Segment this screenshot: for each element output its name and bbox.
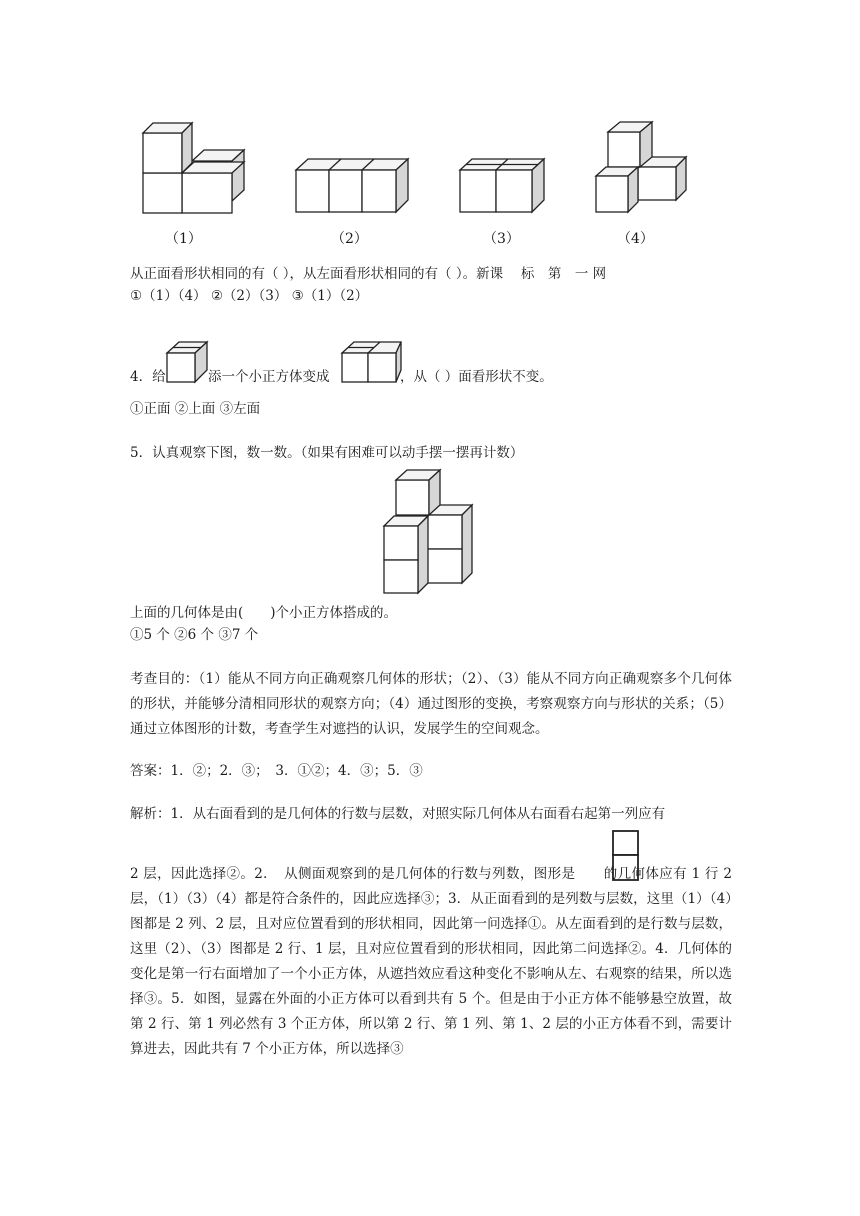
q4-options: ①正面 ②上面 ③左面 — [130, 401, 261, 417]
analysis-part-b: 的几何体应有 1 行 2 层，（1）（3）（4）都是符合条件的，因此应选择③；3．从正面看到的是列数与层数，这里（1）（4）图都是 2 列、2 层，且对应位置看到的形状相同，因此第一问选择①。从左面看到的是行数与层数，这里（2）、（3）图都是 2 行、1 层，且对应位置看到的形状相同，因此第二问选择②。4．几何体的变化是第一行右面增加了一个小正方体，从遮挡效应看这种变化不影响从左、右观察的结果，所以选择③。5．如图，显露在外面的小正方体可以看到共有 5 个。但是由于小正方体不能够悬空放置，故第 2 行、第 1 列必然有 3 个正方体，所以第 2 行、第 1 列、第 1、2 层的小正方体看不到，需要计算进去，因此共有 7 个小正方体，所以选择③ — [130, 866, 732, 1057]
cube-figure-2 — [296, 158, 416, 218]
q5-text: 5．认真观察下图，数一数。（如果有困难可以动手摆一摆再计数） — [130, 445, 524, 461]
small-cube-figure-b — [342, 341, 404, 383]
analysis-line-1: 解析：1．从右面看到的是几何体的行数与层数，对照实际几何体从右面看右起第一列应有 — [130, 806, 666, 822]
q4-middle: 添一个小正方体变成 — [208, 369, 330, 385]
q4-prefix: 4．给 — [130, 369, 166, 385]
analysis-body — [130, 862, 732, 1062]
stacked-cube-figure — [384, 468, 479, 598]
q3-text: 从正面看形状相同的有（ ），从左面看形状相同的有（ ）。新课 标 第 一 网 — [130, 266, 607, 282]
q4-suffix: ，从（ ）面看形状不变。 — [400, 369, 553, 385]
q5-options: ①5 个 ②6 个 ③7 个 — [130, 627, 259, 643]
answer-line: 答案：1．②；2．③； 3．①②；4．③；5．③ — [130, 763, 423, 779]
analysis-part-a: 2 层，因此选择②。2． 从侧面观察到的是几何体的行数与列数，图形是 — [130, 866, 576, 882]
cube-figure-1 — [140, 118, 250, 218]
figure-caption-2: （2） — [331, 231, 368, 247]
figure-caption-1: （1） — [165, 231, 202, 247]
small-cube-figure-a — [167, 341, 212, 383]
figure-caption-4: （4） — [617, 231, 654, 247]
figure-caption-3: （3） — [483, 231, 520, 247]
q5-question: 上面的几何体是由( )个小正方体搭成的。 — [130, 605, 398, 621]
cube-figure-4 — [596, 120, 696, 220]
q3-options: ①（1）（4） ②（2）（3） ③（1）（2） — [130, 288, 369, 304]
purpose-paragraph: 考查目的：（1）能从不同方向正确观察几何体的形状；（2）、（3）能从不同方向正确观察多个几何体的形状，并能够分清相同形状的观察方向；（4）通过图形的变换，考察观察方向与形状的关系；（5）通过立体图形的计数，考查学生对遮挡的认识，发展学生的空间观念。 — [130, 671, 732, 737]
cube-figure-3 — [460, 158, 560, 218]
